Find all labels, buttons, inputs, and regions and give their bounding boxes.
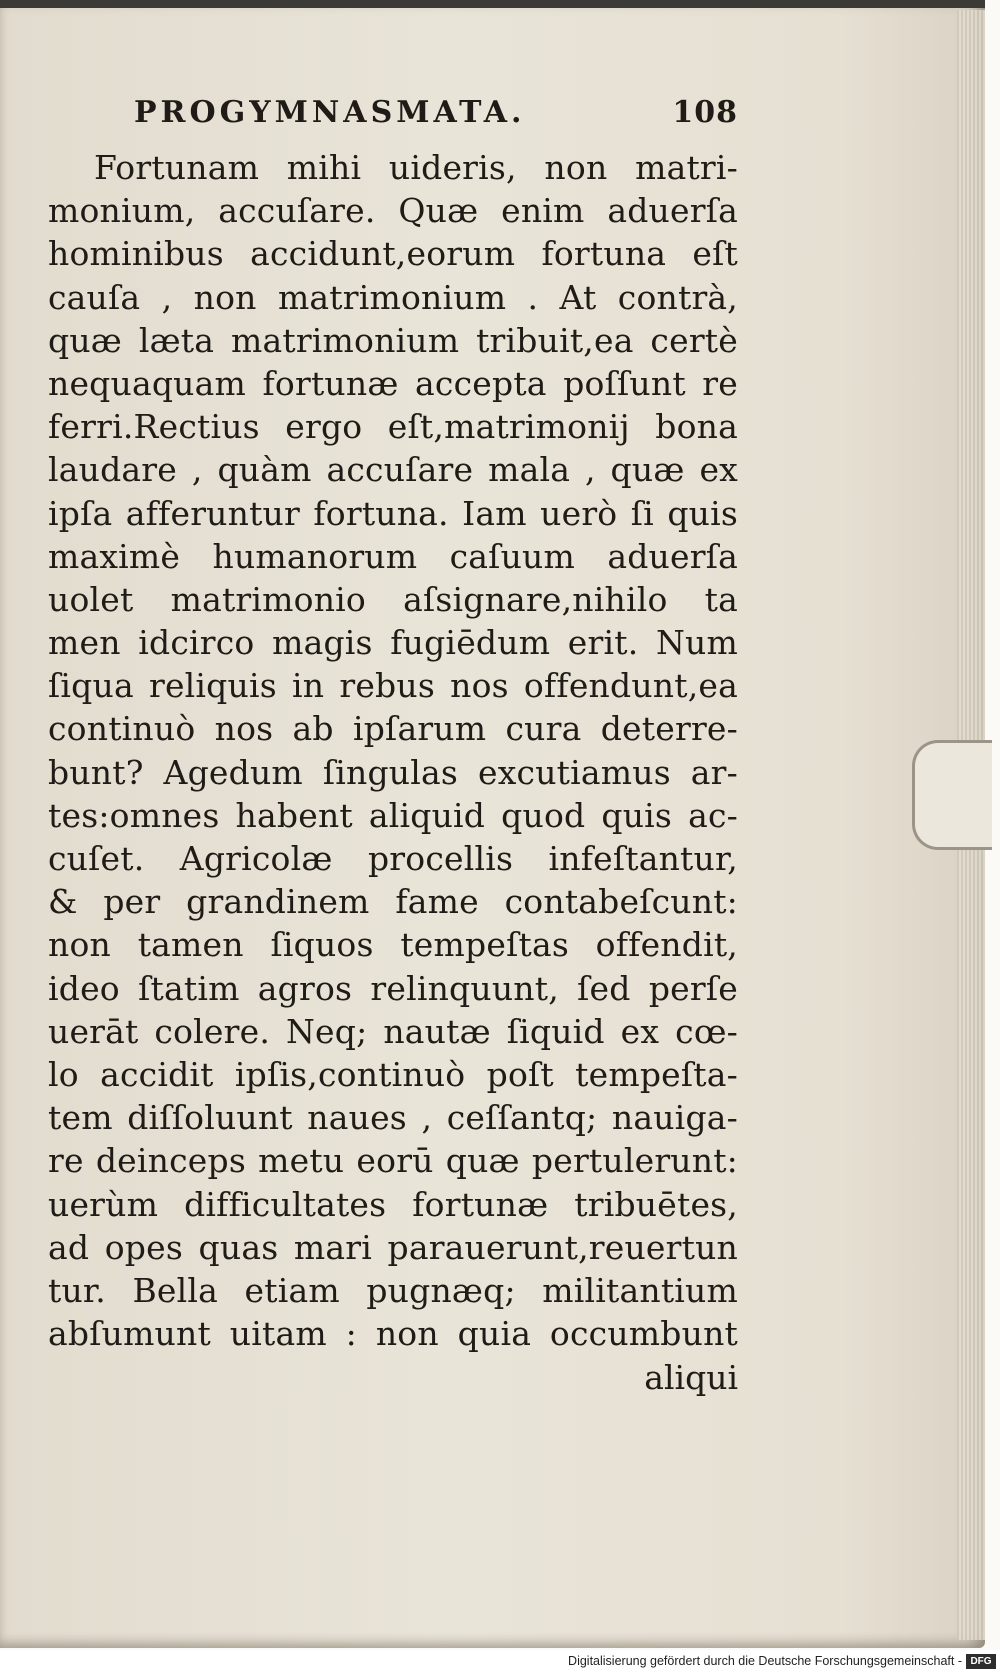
text-line: Fortunam mihi uideris, non matri- xyxy=(94,148,738,187)
text-line: hominibus accidunt,eorum fortuna eſt xyxy=(48,234,738,274)
text-line: continuò nos ab ipſarum cura deterre- xyxy=(48,709,738,749)
text-line: quæ læta matrimonium tribuit,ea certè xyxy=(48,320,738,360)
text-line: uerùm difficultates fortunæ tribuētes, xyxy=(48,1184,738,1224)
text-line: re deinceps metu eorū quæ pertulerunt: xyxy=(48,1141,738,1181)
text-line: ferri.Rectius ergo eſt,matrimonij bona xyxy=(48,407,738,447)
text-line: maximè humanorum caſuum aduerſa xyxy=(48,536,738,576)
text-line: monium, accuſare. Quæ enim aduerſa xyxy=(48,191,738,231)
text-line: tes:omnes habent aliquid quod quis ac- xyxy=(48,795,738,835)
text-line: & per grandinem fame contabeſcunt: xyxy=(48,882,738,922)
funding-credit: Digitalisierung gefördert durch die Deutsche Forschungsgemeinschaft - xyxy=(568,1654,962,1668)
text-line: laudare , quàm accuſare mala , quæ ex xyxy=(48,450,738,490)
running-title: PROGYMNASMATA. xyxy=(134,95,526,130)
text-line: abſumunt uitam : non quia occumbunt xyxy=(48,1314,738,1354)
text-line: men idcirco magis fugiēdum erit. Num xyxy=(48,623,738,663)
text-line: non tamen ſiquos tempeſtas offendit, xyxy=(48,925,738,965)
text-line: nequaquam fortunæ accepta poſſunt re xyxy=(48,363,738,403)
dfg-logo: DFG xyxy=(966,1654,996,1669)
catchword: aliqui xyxy=(644,1358,738,1398)
text-line: uerāt colere. Neq; nautæ ſiquid ex cœ- xyxy=(48,1011,738,1051)
text-line: lo accidit ipſis,continuò poſt tempeſta- xyxy=(48,1054,738,1094)
page-top-shadow xyxy=(0,0,985,8)
footer-bar xyxy=(0,1650,1000,1676)
running-head xyxy=(48,88,738,146)
page-number: 108 xyxy=(672,95,738,130)
page-clip-tab xyxy=(912,740,992,850)
text-line: ad opes quas mari parauerunt,reuertun xyxy=(48,1227,738,1267)
text-line: bunt? Agedum ſingulas excutiamus ar- xyxy=(48,752,738,792)
text-line: ipſa afferuntur fortuna. Iam uerò ſi quis xyxy=(48,493,738,533)
text-line: ſiqua reliquis in rebus nos offendunt,ea xyxy=(48,666,738,706)
text-line: cauſa , non matrimonium . At contrà, xyxy=(48,277,738,317)
text-line: uolet matrimonio aſsignare,nihilo ta xyxy=(48,579,738,619)
text-line: ideo ſtatim agros relinquunt, ſed perſe xyxy=(48,968,738,1008)
text-line: cuſet. Agricolæ procellis infeſtantur, xyxy=(48,839,738,878)
text-line: tem diſſoluunt naues , ceſſantq; nauiga- xyxy=(48,1098,738,1138)
text-line: tur. Bella etiam pugnæq; militantium xyxy=(48,1270,738,1310)
body-text xyxy=(48,146,738,1355)
page-text-block xyxy=(48,88,738,1401)
